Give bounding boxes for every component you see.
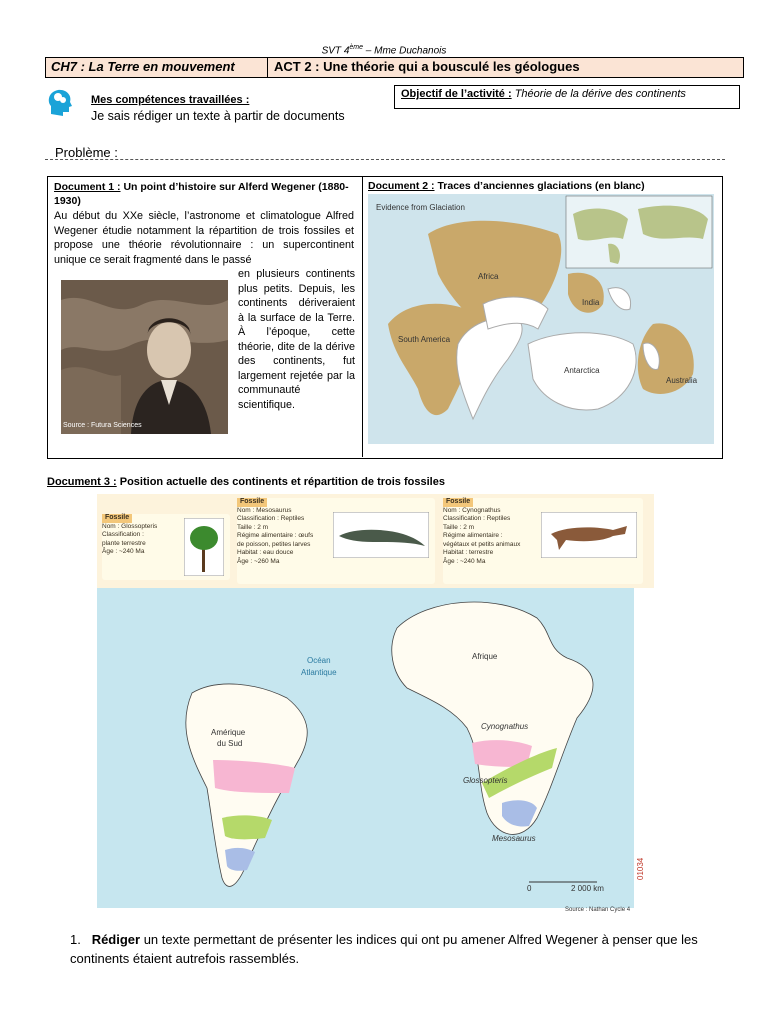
map-title: Evidence from Glaciation [376,203,465,212]
doc3-title: Document 3 : Position actuelle des continents et répartition de trois fossiles [47,476,445,488]
label-atlantique: Atlantique [301,668,337,677]
competences-text: Je sais rédiger un texte à partir de documents [91,109,345,123]
mesosaurus-icon [333,512,429,558]
fossil-card-glossopteris: Fossile Nom : Glossopteris Classification : plante terrestre Âge : ~240 Ma [102,514,230,580]
map-source: Source : Nathan Cycle 4 [565,907,631,913]
label-antarctica: Antarctica [564,366,600,375]
chapter-title: CH7 : La Terre en mouvement [46,58,268,77]
label-africa: Africa [478,272,499,281]
label-australia: Australia [666,376,698,385]
doc1-text: Au début du XXe siècle, l’astronome et climatologue Alfred Wegener étudie notamment la répartition de trois fossiles et propose une théorie révolutionnaire : un supercontinent unique ce serait fragmenté dans le passé [54,210,354,266]
cynognathus-icon [541,512,637,558]
doc2-title: Document 2 : Traces d’anciennes glaciations (en blanc) [368,180,645,192]
fossil-map [97,588,634,908]
activity-title: ACT 2 : Une théorie qui a bousculé les géologues [274,59,580,74]
label-mesosaurus: Mesosaurus [492,834,536,843]
label-amerique: Amérique [211,728,246,737]
objectif-box [394,85,740,109]
question-1: 1. Rédiger un texte permettant de présenter les indices qui ont pu amener Alfred Wegener à penser que les continents étaient autrefois rassemblés. [70,932,698,966]
photo-source: Source : Futura Sciences [63,422,142,429]
fossil-cards [97,494,654,588]
title-bar [45,57,744,78]
label-du-sud: du Sud [217,739,243,748]
competences-title: Mes compétences travaillées : [91,94,250,106]
label-cynognathus: Cynognathus [481,722,529,731]
scale-zero: 0 [527,884,532,893]
table-divider [362,177,363,457]
doc1-text-side: en plusieurs continents plus petits. Depuis, les continents dériveraient à la surface de la Terre. À l’époque, cette théorie, dite de la dérive des continents, fut largement rejetée par la communauté scientifique. [238,268,355,411]
fossil-card-cynognathus: Fossile Nom : Cynognathus Classification : Reptiles Taille : 2 m Régime alimentaire : végétaux et petits animaux Habitat : terrestre Âge : ~240 Ma [443,498,643,584]
label-ocean: Océan [307,656,331,665]
probleme-label: Problème : [55,145,118,160]
objectif-label: Objectif de l’activité : [401,88,512,100]
scale-km: 2 000 km [571,884,604,893]
head-brain-icon [47,88,73,118]
label-glossopteris: Glossopteris [463,776,508,785]
wegener-photo [61,280,228,434]
header-line: SVT 4ème – Mme Duchanois [321,44,447,57]
label-south-america: South America [398,335,451,344]
label-india: India [582,298,600,307]
dotted-divider [45,159,725,160]
objectif-text: Théorie de la dérive des continents [514,88,686,100]
fossil-card-mesosaurus: Fossile Nom : Mesosaurus Classification : Reptiles Taille : 2 m Régime alimentaire : œufs de poisson, petites larves Habitat : eau douce Âge : ~260 Ma [237,498,435,584]
glaciation-map [368,194,714,444]
map-code: 01034 [636,857,645,880]
label-afrique: Afrique [472,652,498,661]
glossopteris-tree-icon [184,518,224,576]
doc1-title: Document 1 : Un point d’histoire sur Alferd Wegener (1880-1930) [54,181,349,207]
